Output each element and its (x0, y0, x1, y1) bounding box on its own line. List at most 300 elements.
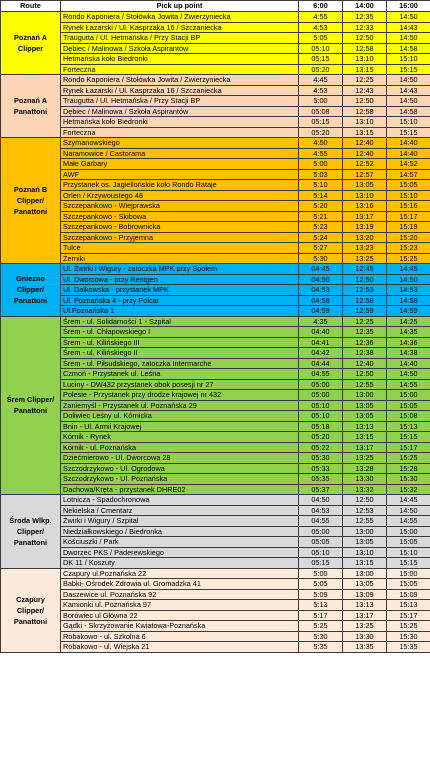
time-3: 14:45 (387, 264, 430, 275)
time-3: 15:25 (387, 453, 430, 464)
time-1: 5:00 (299, 568, 343, 579)
time-2: 12:50 (343, 274, 387, 285)
time-1: 04:40 (299, 327, 343, 338)
time-2: 12:38 (343, 348, 387, 359)
time-1: 5:14 (299, 190, 343, 201)
pickup-point: Hetmańska koło Biedronki (61, 54, 299, 65)
route-label: Poznań B Clipper/ Panattoni (1, 138, 61, 264)
time-1: 04:58 (299, 295, 343, 306)
table-row (1, 12, 430, 23)
time-1: 4:50 (299, 138, 343, 149)
time-3: 14:25 (387, 316, 430, 327)
time-2: 13:15 (343, 558, 387, 569)
time-1: 04:50 (299, 495, 343, 506)
time-1: 05:10 (299, 547, 343, 558)
pickup-point: Borówiec ul Główna 22 (61, 610, 299, 621)
table-row (1, 474, 430, 485)
time-3: 14:50 (387, 96, 430, 107)
time-3: 14:58 (387, 106, 430, 117)
pickup-point: Śrem - ul. Solidarności 1 - Szpital (61, 316, 299, 327)
table-row (1, 568, 430, 579)
pickup-point: Dębiec / Malinowa / Szkoła Aspirantów (61, 43, 299, 54)
pickup-point: Rondo Kaponiera / Stołówka Jowita / Zwierzyniecka (61, 12, 299, 23)
pickup-point: Szczepankowo - Wiejprawska (61, 201, 299, 212)
time-2: 13:05 (343, 411, 387, 422)
table-row (1, 180, 430, 191)
time-1: 05:20 (299, 127, 343, 138)
pickup-point: Ul. Żwirki i Wigury - zatoczka MPK przy Społem (61, 264, 299, 275)
time-1: 05:05 (299, 537, 343, 548)
table-row (1, 117, 430, 128)
time-3: 14:59 (387, 306, 430, 317)
time-2: 13:32 (343, 484, 387, 495)
table-row (1, 232, 430, 243)
pickup-point: Tulce (61, 243, 299, 254)
time-2: 12:40 (343, 148, 387, 159)
pickup-point: Rynek Łazarski / Ul. Kasprzaka 16 / Szczaniecka (61, 85, 299, 96)
time-1: 05:08 (299, 106, 343, 117)
time-1: 05:37 (299, 484, 343, 495)
pickup-point: Luciny - DW432 przystanek obok posesji nr 27 (61, 379, 299, 390)
time-1: 5:03 (299, 169, 343, 180)
time-1: 5:24 (299, 232, 343, 243)
time-2: 12:25 (343, 75, 387, 86)
table-row (1, 295, 430, 306)
pickup-point: Żerniki (61, 253, 299, 264)
pickup-point: Kościuszki / Park (61, 537, 299, 548)
time-3: 14:50 (387, 75, 430, 86)
time-1: 5:23 (299, 222, 343, 233)
time-1: 04:44 (299, 358, 343, 369)
time-1: 04:42 (299, 348, 343, 359)
table-row (1, 369, 430, 380)
time-3: 15:20 (387, 232, 430, 243)
time-2: 12:58 (343, 106, 387, 117)
time-1: 05:20 (299, 432, 343, 443)
time-1: 5:00 (299, 96, 343, 107)
pickup-point: Śrem - ul. Chłapowskiego I (61, 327, 299, 338)
pickup-point: Polesie - Przystanek przy drodze krajowej nr 432 (61, 390, 299, 401)
time-1: 05:18 (299, 421, 343, 432)
time-3: 14:53 (387, 285, 430, 296)
table-row (1, 442, 430, 453)
time-2: 12:57 (343, 169, 387, 180)
route-label: Czapury Clipper/ Panattoni (1, 568, 61, 652)
table-row (1, 579, 430, 590)
table-row (1, 201, 430, 212)
time-3: 15:17 (387, 211, 430, 222)
header-time-1: 6:00 (299, 1, 343, 12)
time-1: 4:35 (299, 316, 343, 327)
table-row (1, 558, 430, 569)
time-3: 15:15 (387, 432, 430, 443)
time-1: 04:41 (299, 337, 343, 348)
table-row (1, 390, 430, 401)
table-row (1, 589, 430, 600)
time-3: 14:50 (387, 12, 430, 23)
time-2: 13:25 (343, 253, 387, 264)
time-2: 12:52 (343, 159, 387, 170)
time-2: 12:36 (343, 337, 387, 348)
time-2: 13:05 (343, 180, 387, 191)
table-row (1, 106, 430, 117)
table-row (1, 421, 430, 432)
route-label: Śrem Clipper/ Panattoni (1, 316, 61, 495)
route-label: Poznań A Clipper (1, 12, 61, 75)
time-3: 15:10 (387, 54, 430, 65)
table-row (1, 631, 430, 642)
pickup-point: Szczepankowo - Przyjemna (61, 232, 299, 243)
time-2: 12:50 (343, 33, 387, 44)
time-3: 15:17 (387, 442, 430, 453)
pickup-point: Orlen / Krzywoustego 48 (61, 190, 299, 201)
table-row (1, 327, 430, 338)
time-1: 04:45 (299, 264, 343, 275)
pickup-point: DK 11 / Koszuty (61, 558, 299, 569)
time-2: 12:33 (343, 22, 387, 33)
header-route: Route (1, 1, 61, 12)
time-1: 04:55 (299, 516, 343, 527)
time-3: 15:00 (387, 568, 430, 579)
time-2: 13:15 (343, 127, 387, 138)
pickup-point: AWF (61, 169, 299, 180)
time-3: 14:40 (387, 138, 430, 149)
time-1: 05:35 (299, 474, 343, 485)
pickup-point: Hetmańska koło Biedronki (61, 117, 299, 128)
header-time-2: 14:00 (343, 1, 387, 12)
table-row (1, 148, 430, 159)
time-3: 14:52 (387, 159, 430, 170)
time-3: 14:55 (387, 379, 430, 390)
time-2: 12:40 (343, 138, 387, 149)
table-row (1, 484, 430, 495)
table-row (1, 169, 430, 180)
time-3: 14:50 (387, 33, 430, 44)
time-3: 15:05 (387, 579, 430, 590)
time-2: 13:17 (343, 442, 387, 453)
table-row (1, 505, 430, 516)
time-1: 4:53 (299, 85, 343, 96)
time-3: 14:45 (387, 495, 430, 506)
time-1: 5:05 (299, 33, 343, 44)
time-2: 13:10 (343, 117, 387, 128)
time-2: 12:59 (343, 306, 387, 317)
pickup-point: Dworzec PKS / Paderewskiego (61, 547, 299, 558)
pickup-point: Kórnik - ul. Poznańska (61, 442, 299, 453)
time-2: 13:35 (343, 642, 387, 653)
table-row (1, 337, 430, 348)
time-2: 12:50 (343, 96, 387, 107)
route-label: Poznań A Panattoni (1, 75, 61, 138)
time-2: 13:15 (343, 432, 387, 443)
time-2: 12:58 (343, 43, 387, 54)
time-2: 13:05 (343, 537, 387, 548)
time-3: 15:05 (387, 537, 430, 548)
table-row (1, 43, 430, 54)
pickup-point: Przystanek os. Jagiellońskie koło Rondo Rataje (61, 180, 299, 191)
time-1: 5:09 (299, 589, 343, 600)
time-3: 14:50 (387, 369, 430, 380)
pickup-point: Kórnik - Rynek (61, 432, 299, 443)
time-3: 15:15 (387, 558, 430, 569)
time-2: 13:00 (343, 568, 387, 579)
time-1: 05:00 (299, 379, 343, 390)
time-1: 5:25 (299, 621, 343, 632)
time-1: 5:20 (299, 201, 343, 212)
time-3: 15:13 (387, 600, 430, 611)
table-row (1, 547, 430, 558)
time-2: 12:45 (343, 264, 387, 275)
pickup-point: Zaniemyśl - Przystanek ul. Poznańska 29 (61, 400, 299, 411)
time-1: 5:30 (299, 631, 343, 642)
time-1: 5:30 (299, 253, 343, 264)
table-row (1, 190, 430, 201)
table-row (1, 306, 430, 317)
time-2: 13:16 (343, 201, 387, 212)
pickup-point: Doliwiec Leśny ul. Kórnicka (61, 411, 299, 422)
time-3: 15:09 (387, 589, 430, 600)
pickup-point: Żwirki i Wigury / Szpital (61, 516, 299, 527)
table-row (1, 127, 430, 138)
pickup-point: Szymanowskiego (61, 138, 299, 149)
time-3: 15:15 (387, 64, 430, 75)
time-2: 13:17 (343, 211, 387, 222)
table-row (1, 211, 430, 222)
time-3: 14:50 (387, 505, 430, 516)
table-row (1, 600, 430, 611)
time-1: 05:10 (299, 43, 343, 54)
time-1: 5:27 (299, 243, 343, 254)
time-1: 5:13 (299, 600, 343, 611)
time-3: 15:05 (387, 400, 430, 411)
time-1: 05:15 (299, 558, 343, 569)
table-row (1, 348, 430, 359)
time-1: 05:33 (299, 463, 343, 474)
pickup-point: Szczodrzykowo - Ul. Ogrodowa (61, 463, 299, 474)
time-1: 05:10 (299, 411, 343, 422)
time-2: 13:17 (343, 610, 387, 621)
time-3: 14:50 (387, 274, 430, 285)
time-3: 14:40 (387, 358, 430, 369)
time-2: 13:30 (343, 474, 387, 485)
table-row (1, 285, 430, 296)
time-2: 13:13 (343, 421, 387, 432)
pickup-point: Robakowo - ul. Szkolna 6 (61, 631, 299, 642)
table-row (1, 253, 430, 264)
time-3: 15:00 (387, 390, 430, 401)
table-row (1, 610, 430, 621)
time-3: 14:58 (387, 43, 430, 54)
time-3: 15:19 (387, 222, 430, 233)
pickup-point: Daszewice ul. Poznańska 92 (61, 589, 299, 600)
time-1: 04:55 (299, 369, 343, 380)
time-2: 13:05 (343, 579, 387, 590)
time-3: 14:58 (387, 295, 430, 306)
time-1: 05:15 (299, 54, 343, 65)
table-row (1, 463, 430, 474)
time-1: 05:00 (299, 526, 343, 537)
pickup-point: Rondo Kaponiera / Stołówka Jowita / Zwierzyniecka (61, 75, 299, 86)
pickup-point: Ul. Dworcowa - przy Rentgen (61, 274, 299, 285)
header-row (1, 1, 430, 12)
pickup-point: Ul.Poznańska 1 (61, 306, 299, 317)
table-row (1, 33, 430, 44)
time-3: 15:13 (387, 421, 430, 432)
pickup-point: Forteczna (61, 64, 299, 75)
time-1: 4:55 (299, 148, 343, 159)
pickup-point: Ul. Poznańska 4 - przy Polcar (61, 295, 299, 306)
time-3: 14:43 (387, 22, 430, 33)
time-1: 5:21 (299, 211, 343, 222)
pickup-point: Naramowice / Castorama (61, 148, 299, 159)
time-2: 13:00 (343, 390, 387, 401)
pickup-point: Szczepankowo - Bobrownicka (61, 222, 299, 233)
table-row (1, 526, 430, 537)
table-row (1, 222, 430, 233)
pickup-point: Bnin - Ul. Armii Krajowej (61, 421, 299, 432)
time-3: 15:08 (387, 411, 430, 422)
table-row (1, 621, 430, 632)
time-3: 15:28 (387, 463, 430, 474)
time-1: 05:30 (299, 453, 343, 464)
table-row (1, 432, 430, 443)
time-3: 15:10 (387, 190, 430, 201)
time-2: 13:30 (343, 631, 387, 642)
pickup-point: Śrem - ul. Kilińskiego III (61, 337, 299, 348)
table-row (1, 316, 430, 327)
table-row (1, 537, 430, 548)
time-2: 12:55 (343, 379, 387, 390)
pickup-point: Kamionki ul. Poznańska 97 (61, 600, 299, 611)
pickup-point: Małe Garbary (61, 159, 299, 170)
time-2: 13:13 (343, 600, 387, 611)
time-2: 13:19 (343, 222, 387, 233)
table-row (1, 96, 430, 107)
time-3: 15:30 (387, 631, 430, 642)
time-2: 13:25 (343, 621, 387, 632)
header-time-3: 16:00 (387, 1, 430, 12)
pickup-point: Robakowo - ul. Wiejska 21 (61, 642, 299, 653)
time-3: 15:25 (387, 621, 430, 632)
table-row (1, 75, 430, 86)
time-3: 14:38 (387, 348, 430, 359)
table-row (1, 243, 430, 254)
table-row (1, 274, 430, 285)
time-1: 5:17 (299, 610, 343, 621)
time-1: 5:35 (299, 642, 343, 653)
time-2: 13:10 (343, 190, 387, 201)
time-2: 13:09 (343, 589, 387, 600)
pickup-point: Dębiec / Malinowa / Szkoła Aspirantów (61, 106, 299, 117)
pickup-point: Traugutta / Ul. Hetmańska / Przy Stacji BP (61, 33, 299, 44)
time-2: 13:10 (343, 547, 387, 558)
time-1: 04:53 (299, 285, 343, 296)
time-2: 12:58 (343, 295, 387, 306)
time-1: 4:45 (299, 75, 343, 86)
pickup-point: Dziećmierowo - Ul. Dworcowa 28 (61, 453, 299, 464)
table-row (1, 54, 430, 65)
time-2: 13:25 (343, 453, 387, 464)
time-3: 15:00 (387, 526, 430, 537)
pickup-point: Czapury ul.Poznańska 22 (61, 568, 299, 579)
time-3: 14:36 (387, 337, 430, 348)
pickup-point: Szczepankowo - Skibowa (61, 211, 299, 222)
pickup-point: Śrem - ul. Piłsudskiego, zatoczka Intermarche (61, 358, 299, 369)
time-3: 15:17 (387, 610, 430, 621)
time-1: 05:15 (299, 117, 343, 128)
table-row (1, 453, 430, 464)
time-3: 15:35 (387, 642, 430, 653)
header-pickup: Pick up point (61, 1, 299, 12)
time-3: 15:16 (387, 201, 430, 212)
time-3: 15:10 (387, 117, 430, 128)
table-row (1, 138, 430, 149)
time-3: 14:40 (387, 148, 430, 159)
time-3: 14:43 (387, 85, 430, 96)
time-3: 15:10 (387, 547, 430, 558)
time-1: 04:50 (299, 274, 343, 285)
time-2: 13:20 (343, 232, 387, 243)
time-1: 5:05 (299, 579, 343, 590)
time-1: 4:53 (299, 22, 343, 33)
time-2: 12:43 (343, 85, 387, 96)
pickup-point: Śrem - ul. Kilińskiego II (61, 348, 299, 359)
time-1: 4:55 (299, 12, 343, 23)
table-row (1, 379, 430, 390)
time-1: 05:10 (299, 400, 343, 411)
time-3: 15:15 (387, 127, 430, 138)
schedule-body (1, 12, 430, 653)
time-2: 12:35 (343, 327, 387, 338)
pickup-point: Ul. Dalkowska - przystanek MPK (61, 285, 299, 296)
table-row (1, 495, 430, 506)
time-1: 04:59 (299, 306, 343, 317)
time-1: 05:00 (299, 390, 343, 401)
table-row (1, 22, 430, 33)
time-3: 14:55 (387, 516, 430, 527)
pickup-point: Lotnicza - Spadochronowa (61, 495, 299, 506)
table-row (1, 411, 430, 422)
pickup-point: Traugutta / Ul. Hetmańska / Przy Stacji BP (61, 96, 299, 107)
time-3: 14:35 (387, 327, 430, 338)
pickup-point: Rynek Łazarski / Ul. Kasprzaka 16 / Szczaniecka (61, 22, 299, 33)
time-2: 13:00 (343, 526, 387, 537)
time-2: 12:35 (343, 12, 387, 23)
route-label: Gniezno Clipper/ Panattoni (1, 264, 61, 317)
time-1: 05:22 (299, 442, 343, 453)
table-row (1, 64, 430, 75)
time-3: 15:23 (387, 243, 430, 254)
pickup-point: Dachowa/Kręta - przystanek DHRE02 (61, 484, 299, 495)
time-2: 13:10 (343, 54, 387, 65)
pickup-point: Forteczna (61, 127, 299, 138)
time-2: 13:15 (343, 64, 387, 75)
time-1: 5:00 (299, 159, 343, 170)
table-row (1, 516, 430, 527)
table-row (1, 85, 430, 96)
table-row (1, 264, 430, 275)
time-3: 15:30 (387, 474, 430, 485)
time-2: 13:28 (343, 463, 387, 474)
time-2: 12:53 (343, 505, 387, 516)
pickup-point: Niedziałkowskiego / Biedronka (61, 526, 299, 537)
table-row (1, 642, 430, 653)
time-3: 15:32 (387, 484, 430, 495)
time-2: 12:50 (343, 495, 387, 506)
pickup-point: Gądki - Skrzyżowanie Kwiatowa-Poznańska (61, 621, 299, 632)
time-2: 13:23 (343, 243, 387, 254)
time-2: 12:25 (343, 316, 387, 327)
